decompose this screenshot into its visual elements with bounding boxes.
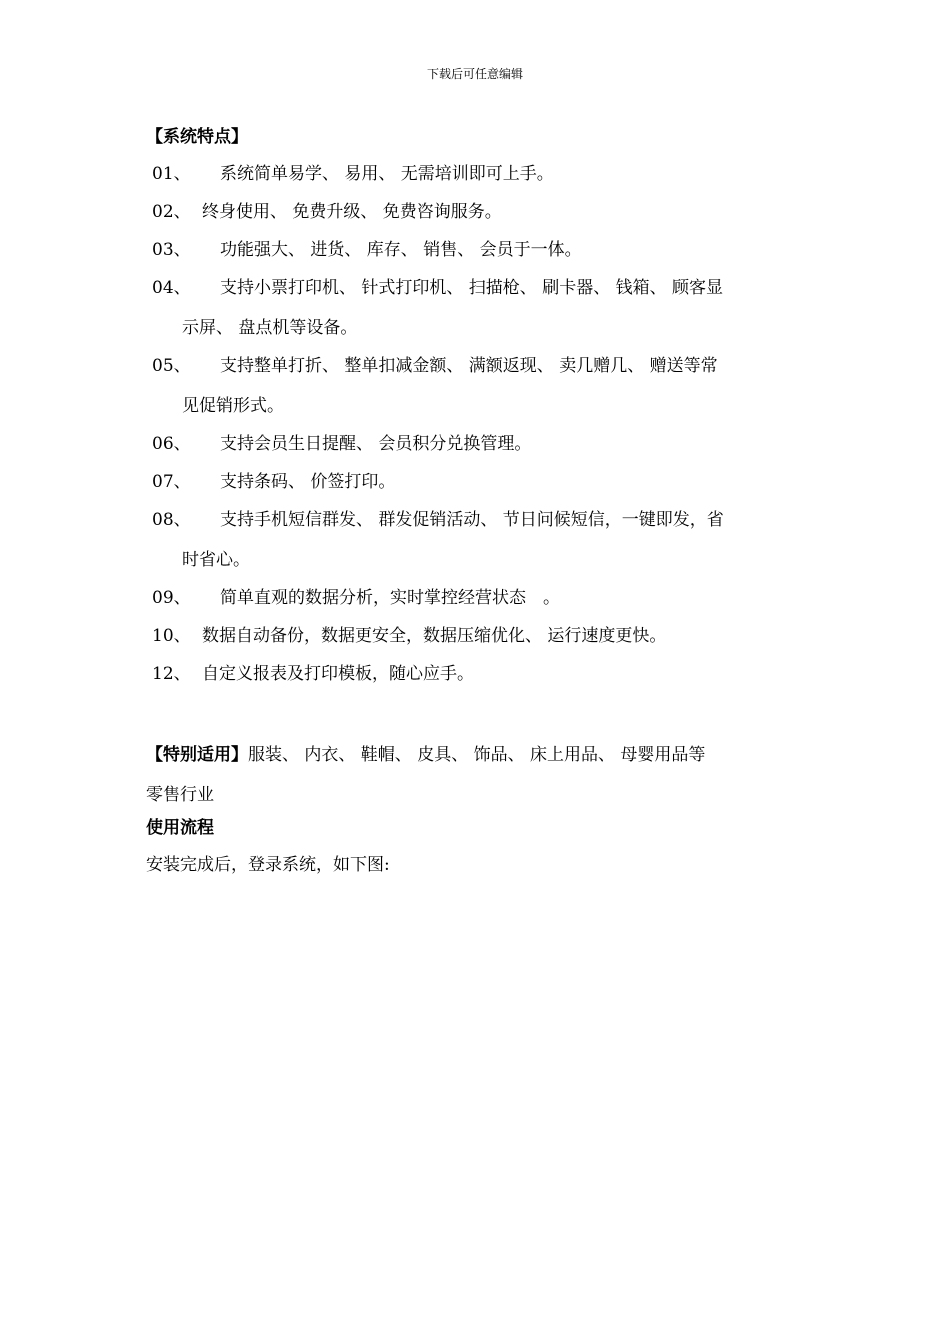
usage-title: 使用流程 (146, 818, 214, 838)
feature-text: 数据自动备份，数据更安全，数据压缩优化、 运行速度更快。 (202, 626, 667, 646)
applicable-text: 服装、 内衣、 鞋帽、 皮具、 饰品、 床上用品、 母婴用品等 (248, 745, 706, 765)
feature-text: 支持手机短信群发、 群发促销活动、 节日问候短信，一键即发，省 (220, 510, 724, 530)
feature-text: 支持小票打印机、 针式打印机、 扫描枪、 刷卡器、 钱箱、 顾客显 (220, 278, 724, 298)
feature-text: 支持整单打折、 整单扣减金额、 满额返现、 卖几赠几、 赠送等常 (220, 356, 718, 376)
feature-number: 01、 (152, 164, 191, 184)
features-title: 【系统特点】 (146, 127, 248, 147)
feature-number: 03、 (152, 240, 191, 260)
feature-text: 系统简单易学、 易用、 无需培训即可上手。 (220, 164, 554, 184)
feature-number: 10、 (152, 626, 191, 646)
feature-text-continued: 时省心。 (182, 550, 250, 570)
feature-item-05 (152, 346, 808, 426)
feature-number: 09、 (152, 588, 191, 608)
feature-item-12 (152, 654, 808, 694)
feature-item-10 (152, 616, 808, 656)
feature-number: 06、 (152, 434, 191, 454)
feature-item-09 (152, 578, 808, 618)
applicable-label: 【特别适用】 (146, 745, 248, 765)
feature-item-03 (152, 230, 808, 270)
feature-item-02 (152, 192, 808, 232)
feature-text: 自定义报表及打印模板，随心应手。 (202, 664, 474, 684)
page-header: 下载后可任意编辑 (426, 67, 523, 81)
feature-item-01 (152, 154, 808, 194)
feature-item-08 (152, 500, 808, 580)
feature-number: 02、 (152, 202, 191, 222)
feature-item-04 (152, 268, 808, 348)
feature-item-07 (152, 462, 808, 502)
feature-number: 08、 (152, 510, 191, 530)
usage-text: 安装完成后，登录系统，如下图: (146, 855, 390, 875)
feature-number: 05、 (152, 356, 191, 376)
feature-number: 12、 (152, 664, 191, 684)
feature-number: 07、 (152, 472, 191, 492)
feature-number: 04、 (152, 278, 191, 298)
feature-text: 支持条码、 价签打印。 (220, 472, 396, 492)
feature-text: 简单直观的数据分析，实时掌控经营状态 。 (220, 588, 560, 608)
feature-text-continued: 示屏、 盘点机等设备。 (182, 318, 358, 338)
feature-item-06 (152, 424, 808, 464)
applicable-industries (146, 735, 808, 815)
feature-text: 支持会员生日提醒、 会员积分兑换管理。 (220, 434, 532, 454)
feature-text: 终身使用、 免费升级、 免费咨询服务。 (202, 202, 502, 222)
feature-text: 功能强大、 进货、 库存、 销售、 会员于一体。 (220, 240, 582, 260)
feature-text-continued: 见促销形式。 (182, 396, 284, 416)
applicable-text-continued: 零售行业 (146, 785, 214, 805)
